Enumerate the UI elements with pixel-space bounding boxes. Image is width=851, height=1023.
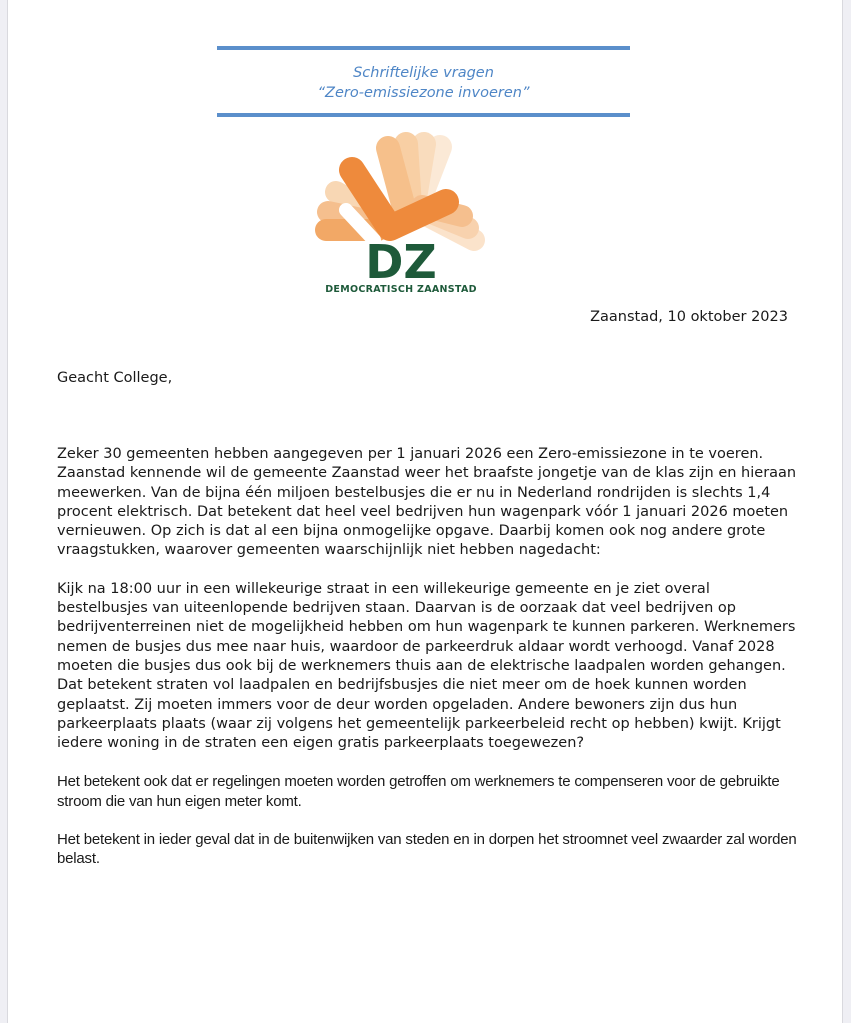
- page-edge-right: [842, 0, 851, 1023]
- title-line-1: Schriftelijke vragen: [353, 65, 494, 81]
- fan-icon: [326, 144, 474, 240]
- paragraph-2: Kijk na 18:00 uur in een willekeurige straat in een willekeurige gemeente en je ziet overal bestelbusjes van uiteenlopende bedrijven staan. Daarvan is de oorzaak dat veel bedrijven op bedrijventerreinen niet de mogelijkheid hebben om hun wagenpark te kunnen parkeren. Werknemers nemen de busjes dus mee naar huis, waardoor de parkeerdruk aldaar wordt verhoogd. Vanaf 2028 moeten die busjes dus ook bij de werknemers thuis aan de elektrische laadpalen worden gehangen. Dat betekent straten vol laadpalen en bedrijfsbusjes die niet meer om de hoek kunnen worden geplaatst. Zij moeten immers voor de deur worden opgeladen. Andere bewoners zijn dus hun parkeerplaats plaats (waar zij volgens het gemeentelijk parkeerbeleid recht op hebben) kwijt. Krijgt iedere woning in de straten een eigen gratis parkeerplaats toegewezen?: [57, 580, 796, 752]
- header-rule-bottom: [217, 113, 630, 117]
- document-title: [217, 63, 630, 103]
- letter-date: Zaanstad, 10 oktober 2023: [590, 309, 788, 325]
- header-rule-top: [217, 46, 630, 50]
- paragraph-3: Het betekent ook dat er regelingen moeten worden getroffen om werknemers te compenseren voor de gebruikte stroom die van hun eigen meter komt.: [57, 773, 780, 810]
- page-edge-left: [0, 0, 8, 1023]
- title-line-2: “Zero-emissiezone invoeren”: [317, 85, 530, 101]
- democratisch-zaanstad-logo: [306, 132, 496, 297]
- salutation: Geacht College,: [57, 370, 173, 386]
- logo-initials: DZ: [365, 235, 437, 289]
- logo-name: DEMOCRATISCH ZAANSTAD: [325, 284, 477, 295]
- paragraph-1: Zeker 30 gemeenten hebben aangegeven per 1 januari 2026 een Zero-emissiezone in te voeren. Zaanstad kennende wil de gemeente Zaanstad weer het braafste jongetje van de klas zijn en hieraan meewerken. Van de bijna één miljoen bestelbusjes die er nu in Nederland rondrijden is slechts 1,4 procent elektrisch. Dat betekent dat heel veel bedrijven hun wagenpark vóór 1 januari 2026 moeten vernieuwen. Op zich is dat al een bijna onmogelijke opgave. Daarbij komen ook nog andere grote vraagstukken, waarover gemeenten waarschijnlijk niet hebben nagedacht:: [57, 446, 797, 559]
- paragraph-4: Het betekent in ieder geval dat in de buitenwijken van steden en in dorpen het stroomnet veel zwaarder zal worden belast.: [57, 831, 797, 868]
- letter-body: [57, 445, 797, 888]
